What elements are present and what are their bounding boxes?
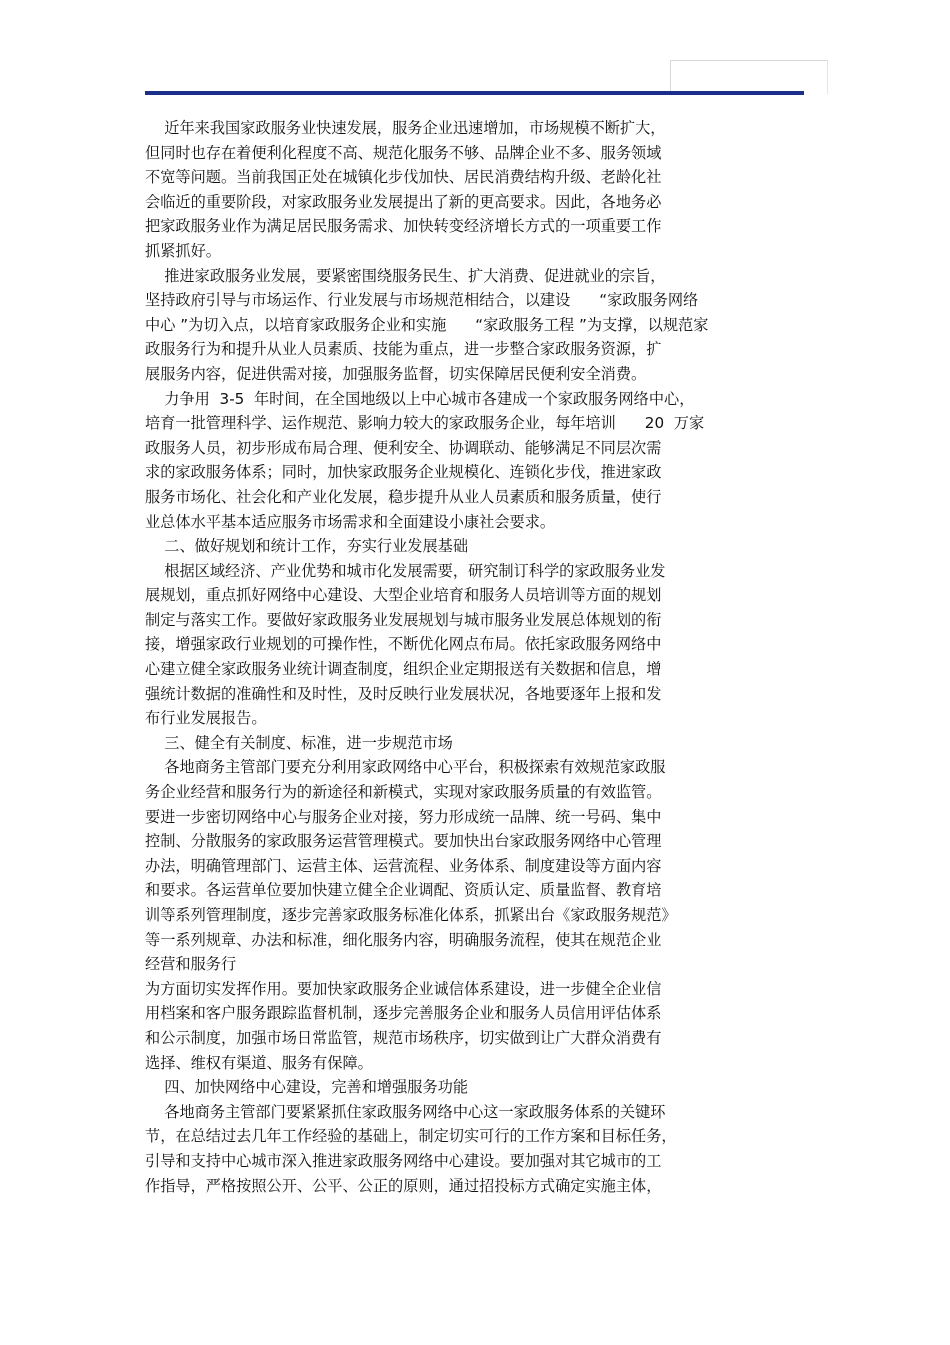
text-line: 抓紧抓好。 (145, 241, 221, 260)
text-line: 节，在总结过去几年工作经验的基础上，制定切实可行的工作方案和目标任务， (145, 1127, 677, 1146)
text-line: 近年来我国家政服务业快速发展，服务企业迅速增加，市场规模不断扩大， (145, 119, 666, 137)
text-line: 展规划，重点抓好网络中心建设、大型企业培育和服务人员培训等方面的规划 (145, 586, 662, 605)
text-line: 要进一步密切网络中心与服务企业对接，努力形成统一品牌、统一号码、集中 (145, 807, 662, 826)
text-line: 控制、分散服务的家政服务运营管理模式。要加快出台家政服务网络中心管理 (145, 832, 662, 851)
text-line: 四、加快网络中心建设，完善和增强服务功能 (145, 1078, 469, 1097)
text-line: 服务市场化、社会化和产业化发展，稳步提升从业人员素质和服务质量，使行 (145, 487, 662, 506)
document-body (145, 116, 810, 1198)
text-line: 引导和支持中心城市深入推进家政服务网络中心建设。要加强对其它城市的工 (145, 1151, 662, 1170)
text-line: 心建立健全家政服务业统计调查制度，组织企业定期报送有关数据和信息，增 (145, 660, 662, 679)
text-line: 业总体水平基本适应服务市场需求和全面建设小康社会要求。 (145, 512, 556, 531)
text-line: 政服务行为和提升从业人员素质、技能为重点，进一步整合家政服务资源，扩 (145, 340, 662, 359)
header-box (670, 60, 828, 94)
text-line: 根据区域经济、产业优势和城市化发展需要，研究制订科学的家政服务业发 (145, 561, 666, 580)
text-line: 接，增强家政行业规划的可操作性，不断优化网点布局。依托家政服务网络中 (145, 635, 662, 654)
text-line: 中心 ”为切入点，以培育家政服务企业和实施 “家政服务工程 ”为支撑，以规范家 (145, 315, 709, 334)
text-line: 把家政服务业作为满足居民服务需求、加快转变经济增长方式的一项重要工作 (145, 217, 662, 236)
text-line: 会临近的重要阶段，对家政服务业发展提出了新的更高要求。因此，各地务必 (145, 192, 662, 211)
text-line: 经营和服务行 (145, 955, 237, 974)
text-line: 坚持政府引导与市场运作、行业发展与市场规范相结合，以建设 “家政服务网络 (145, 291, 699, 310)
text-line: 但同时也存在着便利化程度不高、规范化服务不够、品牌企业不多、服务领域 (145, 143, 662, 162)
text-line: 办法，明确管理部门、运营主体、运营流程、业务体系、制度建设等方面内容 (145, 856, 662, 875)
text-line: 培育一批管理科学、运作规范、影响力较大的家政服务企业，每年培训 20 万家 (145, 414, 705, 433)
text-line: 务企业经营和服务行为的新途径和新模式，实现对家政服务质量的有效监管。 (145, 783, 662, 802)
text-line: 力争用 3-5 年时间，在全国地级以上中心城市各建成一个家政服务网络中心， (145, 389, 695, 408)
text-line: 为方面切实发挥作用。要加快家政服务企业诚信体系建设，进一步健全企业信 (145, 979, 662, 998)
text-line: 制定与落实工作。要做好家政服务业发展规划与城市服务业发展总体规划的衔 (145, 610, 662, 629)
text-line: 训等系列管理制度，逐步完善家政服务标准化体系，抓紧出台《家政服务规范》 (145, 906, 677, 924)
text-line: 各地商务主管部门要紧紧抓住家政服务网络中心这一家政服务体系的关键环 (145, 1102, 666, 1121)
text-line: 各地商务主管部门要充分利用家政网络中心平台，积极探索有效规范家政服 (145, 758, 666, 777)
text-line: 强统计数据的准确性和及时性，及时反映行业发展状况，各地要逐年上报和发 (145, 684, 662, 703)
text-line: 推进家政服务业发展，要紧密围绕服务民生、扩大消费、促进就业的宗旨， (145, 266, 666, 285)
text-line: 二、做好规划和统计工作，夯实行业发展基础 (145, 537, 469, 556)
text-line: 和公示制度，加强市场日常监管，规范市场秩序，切实做到让广大群众消费有 (145, 1028, 662, 1047)
text-line: 用档案和客户服务跟踪监督机制，逐步完善服务企业和服务人员信用评估体系 (145, 1004, 662, 1023)
text-line: 三、健全有关制度、标准，进一步规范市场 (145, 733, 453, 752)
text-line: 政服务人员，初步形成布局合理、便利安全、协调联动、能够满足不同层次需 (145, 438, 662, 457)
text-line: 布行业发展报告。 (145, 709, 267, 728)
text-line: 展服务内容，促进供需对接，加强服务监督，切实保障居民便利安全消费。 (145, 364, 647, 383)
text-line: 不宽等问题。当前我国正处在城镇化步伐加快、居民消费结构升级、老龄化社 (145, 168, 662, 187)
text-line: 和要求。各运营单位要加快建立健全企业调配、资质认定、质量监督、教育培 (145, 881, 662, 900)
text-line: 作指导，严格按照公开、公平、公正的原则，通过招投标方式确定实施主体， (145, 1176, 662, 1195)
header-rule (145, 91, 804, 95)
text-line: 选择、维权有渠道、服务有保障。 (145, 1053, 373, 1072)
text-line: 求的家政服务体系；同时，加快家政服务企业规模化、连锁化步伐，推进家政 (145, 463, 662, 482)
text-line: 等一系列规章、办法和标准，细化服务内容，明确服务流程，使其在规范企业 (145, 930, 662, 949)
